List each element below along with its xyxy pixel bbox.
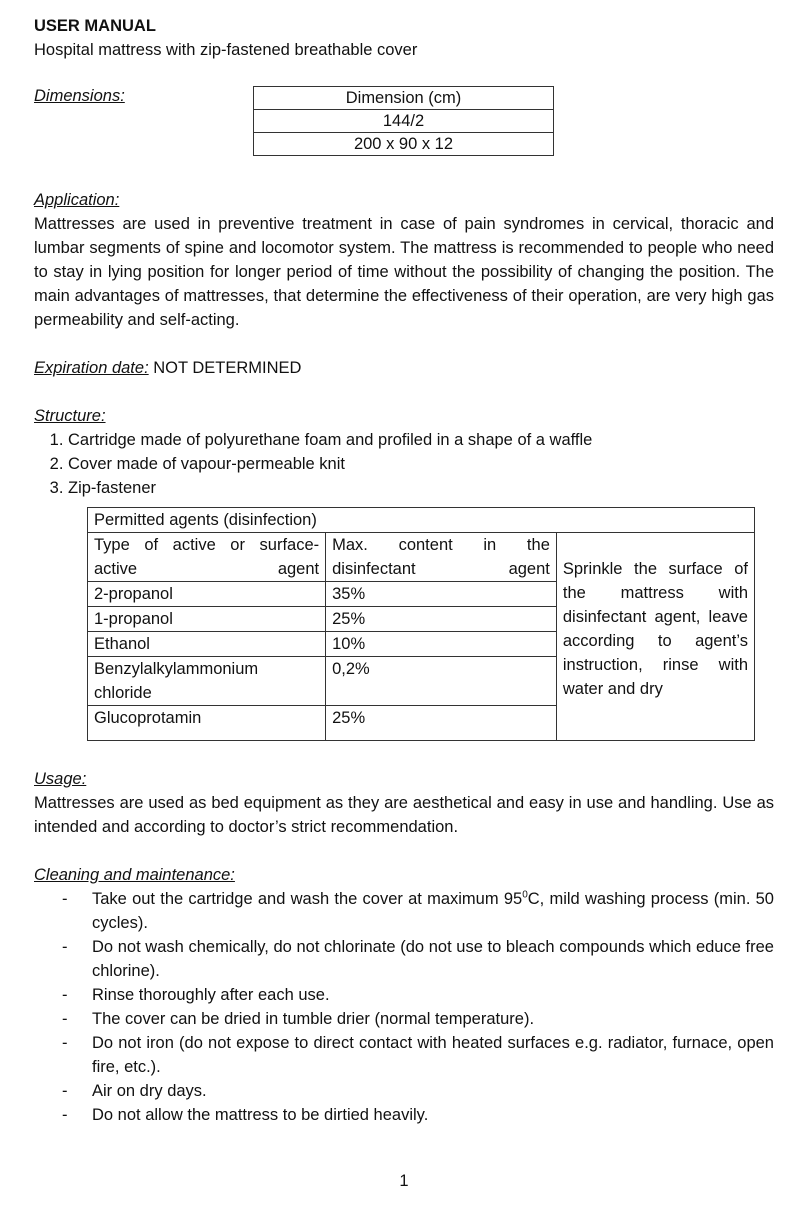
dimensions-cell: 200 x 90 x 12 — [254, 133, 554, 156]
max-content-column-header: Max. content in the disinfectant agent — [326, 533, 557, 582]
list-item-text: Do not wash chemically, do not chlorinate (do not use to bleach compounds which educe free chlorine). — [92, 938, 774, 980]
list-item — [34, 983, 774, 1007]
list-item-text: Do not allow the mattress to be dirtied heavily. — [92, 1106, 429, 1124]
application-section — [34, 188, 774, 332]
dash-bullet: - — [62, 890, 68, 908]
list-item — [34, 935, 774, 983]
list-item: 2. Cover made of vapour-permeable knit — [68, 452, 774, 476]
manual-page — [34, 14, 774, 1127]
document-title: USER MANUAL — [34, 17, 156, 35]
list-item — [34, 1079, 774, 1103]
page-number: 1 — [399, 1172, 409, 1190]
dimensions-cell: 144/2 — [254, 110, 554, 133]
disinfection-instruction: Sprinkle the surface of the mattress with disinfectant agent, leave according to agent’s instruction, rinse with water and dry — [556, 533, 754, 741]
list-item-text: Air on dry days. — [92, 1082, 207, 1100]
agent-cell: 2-propanol — [88, 582, 326, 607]
list-item — [34, 1031, 774, 1079]
dimensions-label: Dimensions: — [34, 87, 125, 105]
dimensions-section — [34, 84, 774, 164]
disinfection-title-cell: Permitted agents (disinfection) — [88, 508, 755, 533]
structure-label: Structure: — [34, 407, 106, 425]
agent-cell: Benzylalkylammonium chloride — [88, 657, 326, 706]
structure-list — [34, 428, 774, 500]
degree-superscript: 0 — [522, 889, 528, 901]
dash-bullet: - — [62, 1106, 68, 1124]
application-text: Mattresses are used in preventive treatment in case of pain syndromes in cervical, thoracic and lumbar segments of spine and locomotor system. The mattress is recommended to people who need to stay in lying position for longer period of time without the possibility of changing the position. The main advantages of mattresses, that determine the effectiveness of their operation, are very high gas permeability and self-acting. — [34, 215, 774, 329]
cleaning-list — [34, 887, 774, 1127]
max-cell: 0,2% — [326, 657, 557, 706]
list-item-text: Rinse thoroughly after each use. — [92, 986, 330, 1004]
agent-cell: Glucoprotamin — [88, 706, 326, 741]
structure-section — [34, 404, 774, 500]
list-item — [34, 1007, 774, 1031]
dash-bullet: - — [62, 1010, 68, 1028]
usage-label: Usage: — [34, 770, 87, 788]
dimensions-header-cell: Dimension (cm) — [254, 87, 554, 110]
max-cell: 35% — [326, 582, 557, 607]
usage-section — [34, 767, 774, 839]
document-subtitle: Hospital mattress with zip-fastened breathable cover — [34, 41, 418, 59]
list-item-text: The cover can be dried in tumble drier (normal temperature). — [92, 1010, 535, 1028]
agent-column-header: Type of active or surface-active agent — [88, 533, 326, 582]
list-item — [34, 1103, 774, 1127]
agent-cell: Ethanol — [88, 632, 326, 657]
expiration-label: Expiration date: — [34, 359, 149, 377]
list-item-text: Do not iron (do not expose to direct contact with heated surfaces e.g. radiator, furnace, open fire, etc.). — [92, 1034, 774, 1076]
max-cell: 10% — [326, 632, 557, 657]
dash-bullet: - — [62, 986, 68, 1004]
dash-bullet: - — [62, 938, 68, 956]
disinfection-table — [87, 507, 755, 741]
application-label: Application: — [34, 191, 120, 209]
list-item: 1. Cartridge made of polyurethane foam and profiled in a shape of a waffle — [68, 428, 774, 452]
dash-bullet: - — [62, 1034, 68, 1052]
dash-bullet: - — [62, 1082, 68, 1100]
max-cell: 25% — [326, 706, 557, 741]
cleaning-section — [34, 863, 774, 1127]
wash-instruction-end: C, mild washing process (min. 50 cycles). — [92, 890, 774, 932]
expiration-section — [34, 356, 774, 380]
cleaning-label: Cleaning and maintenance: — [34, 866, 235, 884]
dimensions-table — [253, 86, 554, 156]
usage-text: Mattresses are used as bed equipment as they are aesthetical and easy in use and handling. Use as intended and according to doctor’s strict recommendation. — [34, 794, 774, 836]
expiration-value: NOT DETERMINED — [153, 359, 302, 377]
list-item — [34, 887, 774, 935]
max-cell: 25% — [326, 607, 557, 632]
list-item: 3. Zip-fastener — [68, 476, 774, 500]
agent-cell: 1-propanol — [88, 607, 326, 632]
wash-instruction-start: Take out the cartridge and wash the cover at maximum 95 — [92, 890, 523, 908]
